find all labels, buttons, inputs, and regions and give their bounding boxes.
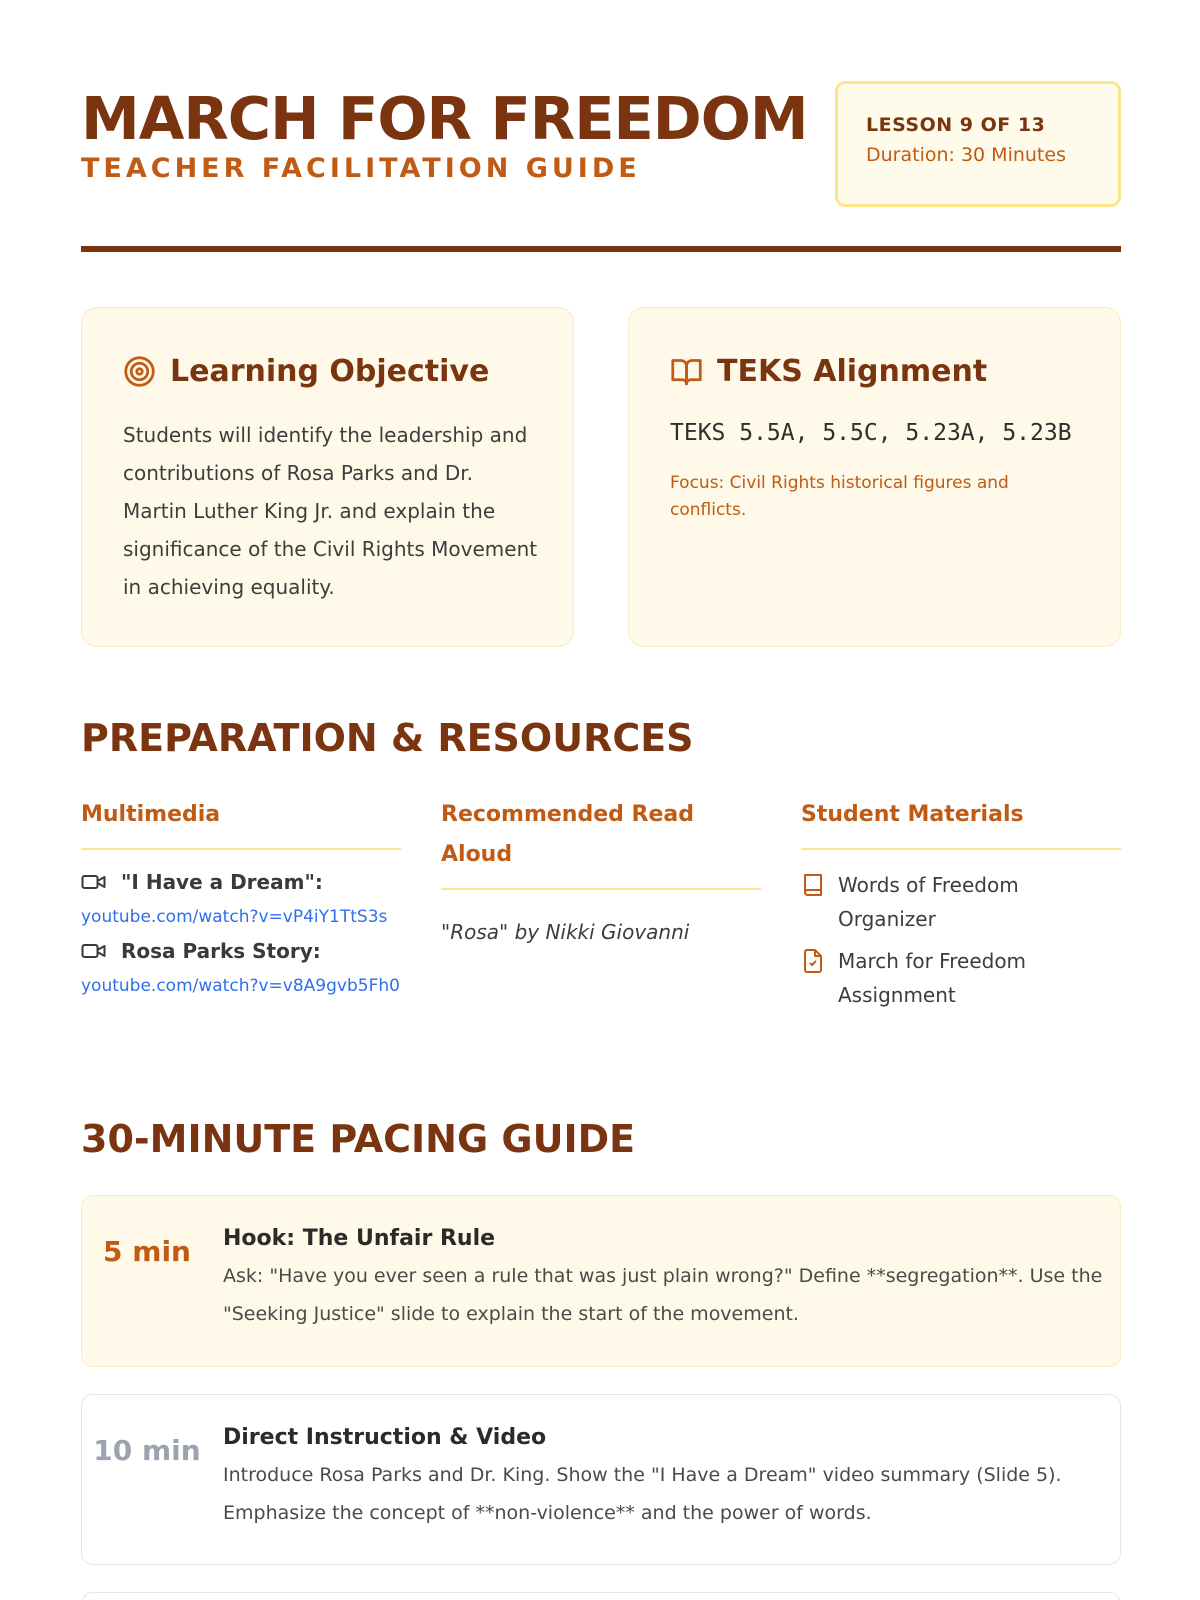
header-divider <box>81 246 1121 252</box>
target-icon <box>123 355 156 388</box>
pacing-step-description: Ask: "Have you ever seen a rule that was just plain wrong?" Define **segregation**. Use the "Seeking Justice" slide to explain the start of the movement. <box>223 1265 1103 1325</box>
preparation-section-title: PREPARATION & RESOURCES <box>81 716 694 760</box>
facilitation-guide-page <box>81 0 1121 1524</box>
pacing-step-title: Hook: The Unfair Rule <box>223 1226 496 1251</box>
video-icon <box>81 941 107 961</box>
pacing-step-partial <box>81 1592 1121 1600</box>
learning-objective-title: Learning Objective <box>170 354 490 389</box>
material-item <box>801 872 1121 936</box>
page-subtitle: TEACHER FACILITATION GUIDE <box>81 153 641 184</box>
student-materials-column <box>801 795 1121 1012</box>
teks-codes: TEKS 5.5A, 5.5C, 5.23A, 5.23B <box>670 420 1072 446</box>
learning-objective-card <box>81 307 574 647</box>
book-icon <box>801 872 825 898</box>
lesson-number: LESSON 9 OF 13 <box>866 114 1046 136</box>
material-item <box>801 948 1121 1012</box>
rosa-parks-story-link[interactable]: youtube.com/watch?v=v8A9gvb5Fh0 <box>81 976 400 996</box>
pacing-step-time: 5 min <box>103 1235 191 1268</box>
pacing-step-body <box>223 1226 1103 1333</box>
student-materials-heading: Student Materials <box>801 795 1121 850</box>
material-item-label: March for Freedom Assignment <box>838 949 1027 1007</box>
multimedia-item <box>81 870 401 931</box>
read-aloud-title: "Rosa" by Nikki Giovanni <box>441 920 690 944</box>
page-title: MARCH FOR FREEDOM <box>81 84 808 153</box>
read-aloud-column <box>441 795 761 944</box>
learning-objective-text: Students will identify the leadership and contributions of Rosa Parks and Dr. Martin Luther King Jr. and explain the significance of the Civil Rights Movement in achieving equality. <box>123 423 538 599</box>
learning-objective-header <box>123 354 489 389</box>
i-have-a-dream-link[interactable]: youtube.com/watch?v=vP4iY1TtS3s <box>81 907 388 927</box>
teks-alignment-card <box>628 307 1121 647</box>
pacing-step <box>81 1394 1121 1565</box>
file-check-icon <box>801 948 825 974</box>
pacing-step-title: Direct Instruction & Video <box>223 1425 547 1450</box>
pacing-step-time: 10 min <box>93 1434 201 1467</box>
multimedia-item-label <box>81 939 401 963</box>
lesson-badge <box>835 81 1121 207</box>
pacing-step-description: Introduce Rosa Parks and Dr. King. Show the "I Have a Dream" video summary (Slide 5). Emphasize the concept of **non-violence** and the power of words. <box>223 1464 1062 1524</box>
lesson-duration: Duration: 30 Minutes <box>866 144 1066 166</box>
page-header <box>81 0 1121 256</box>
teks-focus: Focus: Civil Rights historical figures and conflicts. <box>670 473 1009 520</box>
teks-alignment-header <box>670 354 987 389</box>
multimedia-item-label <box>81 870 401 894</box>
video-icon <box>81 872 107 892</box>
pacing-step-body <box>223 1425 1103 1532</box>
read-aloud-heading: Recommended Read Aloud <box>441 795 761 890</box>
pacing-section-title: 30-MINUTE PACING GUIDE <box>81 1117 636 1161</box>
multimedia-heading: Multimedia <box>81 795 401 850</box>
multimedia-item-title: Rosa Parks Story: <box>121 939 321 963</box>
teks-alignment-title: TEKS Alignment <box>717 354 988 389</box>
multimedia-column <box>81 795 401 1000</box>
pacing-step <box>81 1195 1121 1367</box>
material-item-label: Words of Freedom Organizer <box>838 873 1019 931</box>
book-open-icon <box>670 355 703 388</box>
multimedia-item-title: "I Have a Dream": <box>121 870 323 894</box>
multimedia-item <box>81 939 401 1000</box>
